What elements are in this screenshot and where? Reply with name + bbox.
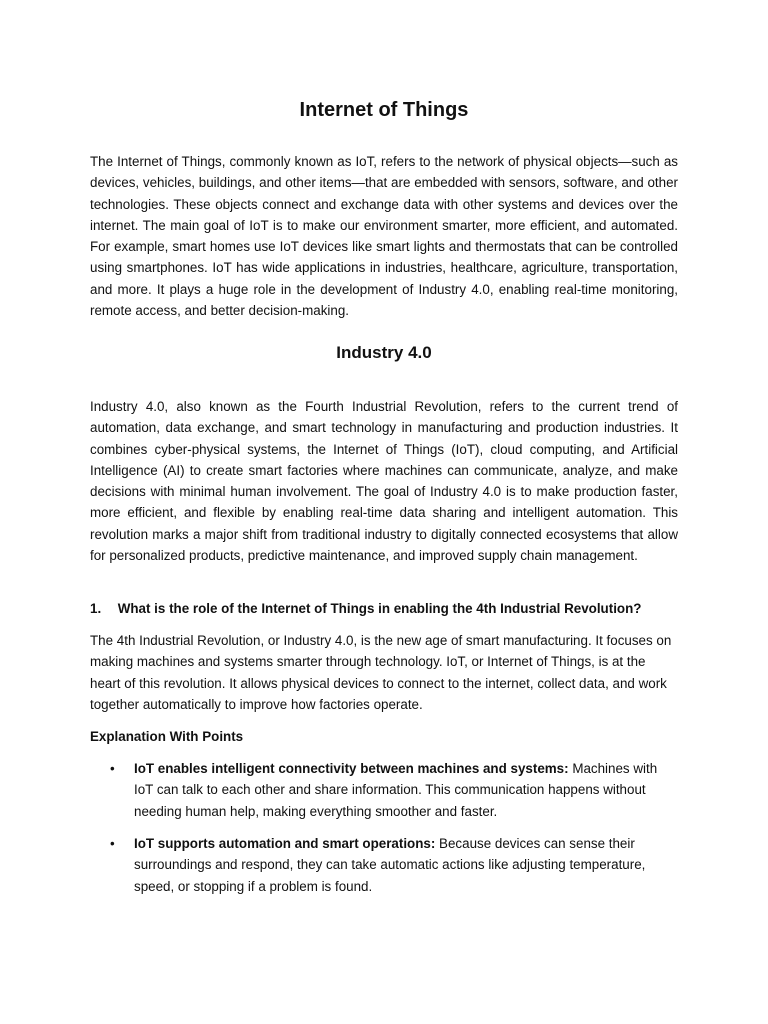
point-title: IoT supports automation and smart operations:: [134, 836, 436, 851]
point-text: Machines with IoT can talk to each other and share information. This communication happens without needing human help, making everything smoother and faster.: [134, 761, 658, 819]
bullet-icon: •: [110, 761, 115, 776]
question-text: What is the role of the Internet of Things in enabling the 4th Industrial Revolution?: [117, 601, 642, 616]
list-item: [110, 833, 678, 897]
point-text: Because devices can sense their surroundings and respond, they can take automatic actions like adjusting temperature, speed, or stopping if a problem is found.: [134, 836, 646, 894]
section-paragraph: Industry 4.0, also known as the Fourth Industrial Revolution, refers to the current trend of automation, data exchange, and smart technology in manufacturing and production industries. It combines cyber-physical systems, the Internet of Things (IoT), cloud computing, and Artificial Intelligence (AI) to create smart factories where machines can communicate, analyze, and make decisions with minimal human involvement. The goal of Industry 4.0 is to make production faster, more efficient, and flexible by enabling real-time data sharing and intelligent automation. This revolution marks a major shift from traditional industry to digitally connected ecosystems that allow for personalized products, predictive maintenance, and improved supply chain management.: [90, 399, 678, 564]
answer-paragraph: The 4th Industrial Revolution, or Industry 4.0, is the new age of smart manufacturing. It focuses on making machines and systems smarter through technology. IoT, or Internet of Things, is at the heart of this revolution. It allows physical devices to connect to the internet, collect data, and work together automatically to improve how factories operate.: [90, 633, 672, 712]
intro-paragraph: The Internet of Things, commonly known as IoT, refers to the network of physical objects—such as devices, vehicles, buildings, and other items—that are embedded with sensors, software, and other technologies. These objects connect and exchange data with other systems and devices over the internet. The main goal of IoT is to make our environment smarter, more efficient, and automated. For example, smart homes use IoT devices like smart lights and thermostats that can be controlled using smartphones. IoT has wide applications in industries, healthcare, agriculture, transportation, and more. It plays a huge role in the development of Industry 4.0, enabling real-time monitoring, remote access, and better decision-making.: [90, 154, 678, 319]
point-title: IoT enables intelligent connectivity between machines and systems:: [134, 761, 569, 776]
section-heading: Industry 4.0: [336, 343, 432, 362]
explanation-heading: Explanation With Points: [90, 729, 244, 744]
question-number: 1.: [90, 601, 102, 616]
question-heading: [90, 598, 678, 619]
page-title: Internet of Things: [299, 99, 469, 121]
bullet-icon: •: [110, 836, 115, 851]
list-item: [110, 758, 678, 822]
bullet-list: [110, 833, 678, 897]
bullet-list: [110, 758, 678, 822]
